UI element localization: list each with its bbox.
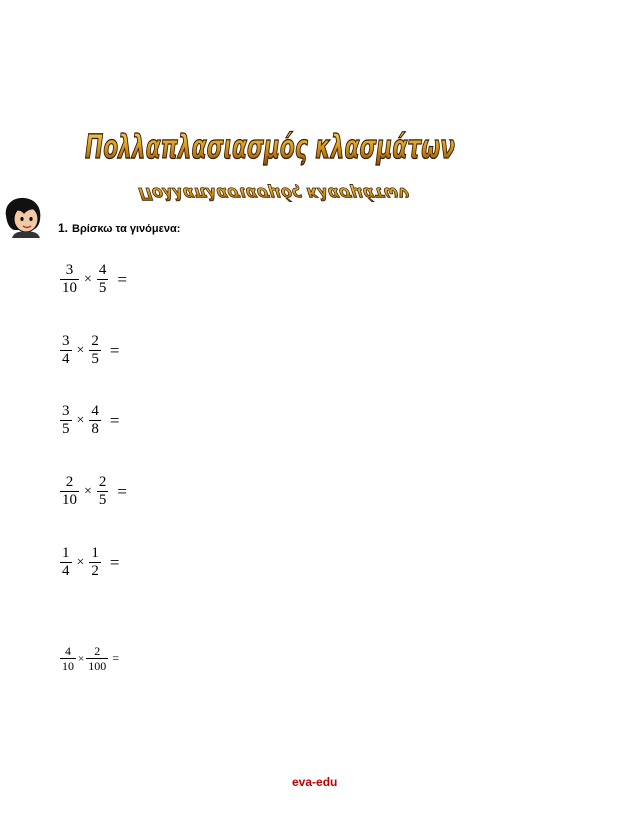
task-number: 1. [58,221,69,235]
times-sign: × [84,483,92,499]
denominator: 10 [62,492,77,508]
numerator: 4 [98,262,107,278]
fraction-a [60,644,76,673]
numerator: 2 [98,474,107,490]
fraction-b [97,474,109,509]
denominator: 4 [62,563,70,579]
fraction-a [60,333,72,368]
title-reflection-text: Πολλαπλασιασμός κλασμάτων [137,183,430,203]
worksheet-title [80,120,460,168]
denominator: 4 [62,351,70,367]
fraction-a [60,474,79,509]
times-sign: × [76,342,85,358]
fraction-a [60,262,79,297]
equals-sign: = [109,410,120,430]
numerator: 4 [91,403,99,419]
numerator: 3 [62,403,70,419]
equals-sign: = [109,552,120,572]
equals-sign: = [109,340,120,360]
numerator: 3 [62,333,70,349]
fraction-b [86,644,108,673]
denominator: 10 [62,280,77,296]
numerator: 3 [65,262,74,278]
title-reflection [128,170,430,203]
numerator: 2 [65,474,74,490]
footer-brand: eva-edu [292,775,338,789]
title-text: Πολλαπλασιασμός κλασμάτων [85,127,455,166]
exercise-4 [60,474,127,509]
denominator: 5 [98,492,107,508]
task-heading [58,221,180,235]
times-sign: × [76,554,85,570]
denominator: 10 [62,659,74,673]
fraction-b [89,333,101,368]
denominator: 100 [88,659,107,673]
numerator: 1 [91,545,99,561]
exercise-3 [60,403,120,438]
exercise-1 [60,262,127,297]
fraction-a [60,545,72,580]
denominator: 2 [91,563,99,579]
numerator: 2 [91,333,99,349]
numerator: 2 [94,644,101,658]
fraction-a [60,403,72,438]
times-sign: × [78,652,85,665]
exercise-6 [60,644,119,673]
equals-sign: = [117,481,127,501]
times-sign: × [76,412,85,428]
equals-sign: = [117,269,127,289]
exercise-5 [60,545,120,580]
denominator: 5 [98,280,107,296]
times-sign: × [84,271,92,287]
equals-sign: = [112,651,119,665]
exercise-2 [60,333,120,368]
girl-avatar-icon [2,196,44,238]
numerator: 4 [65,644,71,658]
fraction-b [89,545,101,580]
fraction-b [89,403,101,438]
numerator: 1 [62,545,70,561]
fraction-b [97,262,109,297]
denominator: 8 [91,421,99,437]
denominator: 5 [91,351,99,367]
denominator: 5 [62,421,70,437]
task-label: Βρίσκω τα γινόμενα: [72,223,181,235]
